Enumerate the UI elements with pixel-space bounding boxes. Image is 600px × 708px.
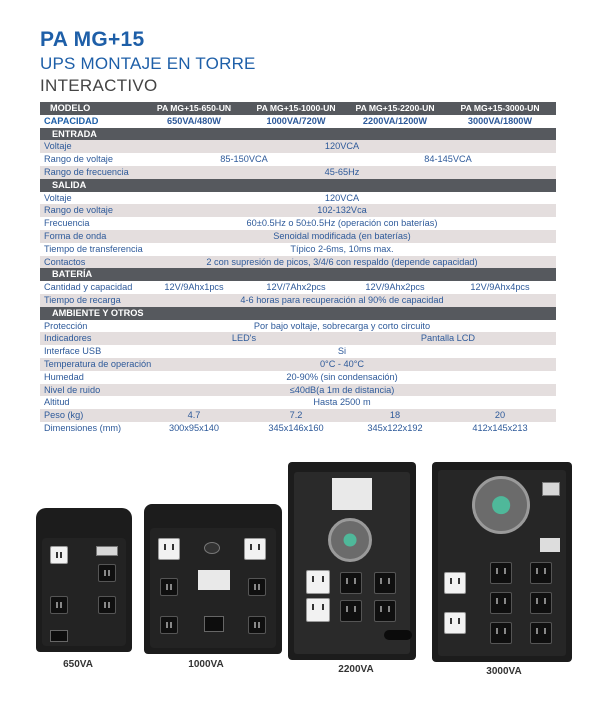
row-value: 120VCA — [324, 192, 360, 203]
outlet-icon — [50, 546, 68, 564]
row-label: Nivel de ruido — [44, 384, 101, 395]
outlet-icon — [490, 622, 512, 644]
model-3000: PA MG+15-3000-UN — [460, 103, 540, 113]
row-label: Tiempo de recarga — [44, 294, 121, 305]
breaker-icon — [204, 542, 220, 554]
section-environment — [40, 307, 556, 320]
model-2200: PA MG+15-2200-UN — [355, 103, 435, 113]
page-subtitle-type: INTERACTIVO — [40, 76, 158, 95]
row-value: 84-145VCA — [424, 154, 472, 165]
row-label: CAPACIDAD — [44, 115, 99, 126]
outlet-icon — [340, 600, 362, 622]
ups-650va-image — [36, 508, 132, 652]
outlet-icon — [444, 572, 466, 594]
row-label: Temperatura de operación — [44, 358, 152, 369]
outlet-icon — [98, 564, 116, 582]
row-value: LED's — [231, 333, 257, 344]
weight-1000: 7.2 — [289, 410, 303, 421]
table-row — [40, 204, 556, 217]
row-label: Forma de onda — [44, 230, 107, 241]
ups-3000va-image — [432, 462, 572, 662]
table-row — [40, 396, 556, 409]
section-output — [40, 179, 556, 192]
section-battery — [40, 268, 556, 281]
dimensions-1000: 345x146x160 — [268, 422, 324, 433]
row-label: Voltaje — [44, 192, 72, 203]
outlet-icon — [490, 592, 512, 614]
row-label: Interface USB — [44, 346, 102, 357]
model-1000: PA MG+15-1000-UN — [256, 103, 336, 113]
row-label: Rango de frecuencia — [44, 166, 129, 177]
product-label-650va: 650VA — [63, 659, 93, 670]
product-label-3000va: 3000VA — [486, 666, 522, 677]
table-row — [40, 166, 556, 179]
table-header-row — [40, 102, 556, 115]
row-value: 2 con supresión de picos, 3/4/6 con respaldo (depende capacidad) — [206, 256, 478, 267]
outlet-icon — [248, 616, 266, 634]
outlet-icon — [444, 612, 466, 634]
battery-3000: 12V/9Ahx4pcs — [470, 282, 530, 293]
power-inlet-icon — [204, 616, 224, 632]
battery-2200: 12V/9Ahx2pcs — [365, 282, 425, 293]
section-input — [40, 128, 556, 141]
table-row — [40, 422, 556, 435]
battery-650: 12V/9Ahx1pcs — [164, 282, 224, 293]
outlet-icon — [244, 538, 266, 560]
outlet-icon — [50, 596, 68, 614]
outlet-icon — [160, 578, 178, 596]
capacity-row — [40, 115, 556, 128]
outlet-icon — [530, 562, 552, 584]
row-label: Humedad — [44, 371, 84, 382]
row-label: Contactos — [44, 256, 86, 267]
table-row — [40, 230, 556, 243]
table-row — [40, 281, 556, 294]
row-value: ≤40dB(a 1m de distancia) — [289, 384, 395, 395]
row-value: 20-90% (sin condensación) — [286, 371, 398, 382]
model-label: MODELO — [50, 103, 91, 113]
row-value: 85-150VCA — [220, 154, 268, 165]
row-label: Rango de voltaje — [44, 154, 113, 165]
row-label: Tiempo de transferencia — [44, 243, 143, 254]
outlet-icon — [306, 598, 330, 622]
dimensions-650: 300x95x140 — [168, 422, 220, 433]
table-row — [40, 140, 556, 153]
outlet-icon — [340, 572, 362, 594]
row-label: Dimensiones (mm) — [44, 422, 122, 433]
weight-650: 4.7 — [187, 410, 201, 421]
table-row — [40, 320, 556, 333]
section-label: BATERÍA — [52, 269, 93, 280]
row-value: Típico 2-6ms, 10ms max. — [290, 243, 394, 254]
capacity-2200: 2200VA/1200W — [362, 115, 428, 126]
product-label-2200va: 2200VA — [338, 664, 374, 675]
ups-2200va-image — [288, 462, 416, 660]
row-value: Pantalla LCD — [420, 333, 476, 344]
model-650: PA MG+15-650-UN — [156, 103, 232, 113]
capacity-650: 650VA/480W — [167, 115, 221, 126]
outlet-icon — [374, 572, 396, 594]
battery-1000: 12V/7Ahx2pcs — [266, 282, 326, 293]
spec-label-plate — [198, 570, 230, 590]
power-inlet-icon — [50, 630, 68, 642]
row-value: 120VCA — [324, 141, 360, 152]
row-label: Frecuencia — [44, 218, 90, 229]
row-label: Rango de voltaje — [44, 205, 113, 216]
row-label: Cantidad y capacidad — [44, 282, 133, 293]
row-label: Peso (kg) — [44, 410, 84, 421]
table-row — [40, 256, 556, 269]
ups-1000va-image — [144, 504, 282, 654]
row-label: Voltaje — [44, 141, 72, 152]
capacity-1000: 1000VA/720W — [266, 115, 326, 126]
product-label-1000va: 1000VA — [188, 659, 224, 670]
row-value: Hasta 2500 m — [313, 397, 371, 408]
table-row — [40, 294, 556, 307]
weight-3000: 20 — [494, 410, 506, 421]
page-subtitle: UPS MONTAJE EN TORRE — [40, 54, 256, 73]
row-label: Indicadores — [44, 333, 92, 344]
outlet-icon — [530, 622, 552, 644]
spec-table — [40, 102, 556, 435]
table-row — [40, 358, 556, 371]
fan-icon — [328, 518, 372, 562]
row-value: 0°C - 40°C — [319, 358, 365, 369]
table-row — [40, 371, 556, 384]
table-row — [40, 345, 556, 358]
table-row — [40, 409, 556, 422]
breaker-icon — [96, 546, 118, 556]
row-label: Altitud — [44, 397, 70, 408]
breaker-icon — [542, 482, 560, 496]
outlet-icon — [374, 600, 396, 622]
row-value: Si — [337, 346, 347, 357]
section-label: AMBIENTE Y OTROS — [52, 307, 144, 318]
outlet-icon — [248, 578, 266, 596]
fan-icon — [472, 476, 530, 534]
capacity-3000: 3000VA/1800W — [467, 115, 533, 126]
outlet-icon — [530, 592, 552, 614]
weight-2200: 18 — [389, 410, 401, 421]
outlet-icon — [158, 538, 180, 560]
section-label: SALIDA — [52, 179, 87, 190]
outlet-icon — [490, 562, 512, 584]
table-row — [40, 332, 556, 345]
row-label: Protección — [44, 320, 88, 331]
page-title: PA MG+15 — [40, 28, 145, 51]
table-row — [40, 243, 556, 256]
row-value: 45-65Hz — [324, 166, 360, 177]
row-value: Senoidal modificada (en baterías) — [273, 230, 411, 241]
outlet-icon — [98, 596, 116, 614]
row-value: 60±0.5Hz o 50±0.5Hz (operación con baterías) — [246, 218, 438, 229]
table-row — [40, 153, 556, 166]
table-row — [40, 384, 556, 397]
table-row — [40, 217, 556, 230]
outlet-icon — [306, 570, 330, 594]
table-row — [40, 192, 556, 205]
row-value: 102-132Vca — [317, 205, 367, 216]
dimensions-2200: 345x122x192 — [367, 422, 423, 433]
outlet-icon — [160, 616, 178, 634]
dimensions-3000: 412x145x213 — [472, 422, 528, 433]
serial-label — [540, 538, 560, 552]
row-value: 4-6 horas para recuperación al 90% de capacidad — [240, 294, 444, 305]
section-label: ENTRADA — [52, 128, 97, 139]
spec-label-plate — [332, 478, 372, 510]
row-value: Por bajo voltaje, sobrecarga y corto circuito — [253, 320, 431, 331]
